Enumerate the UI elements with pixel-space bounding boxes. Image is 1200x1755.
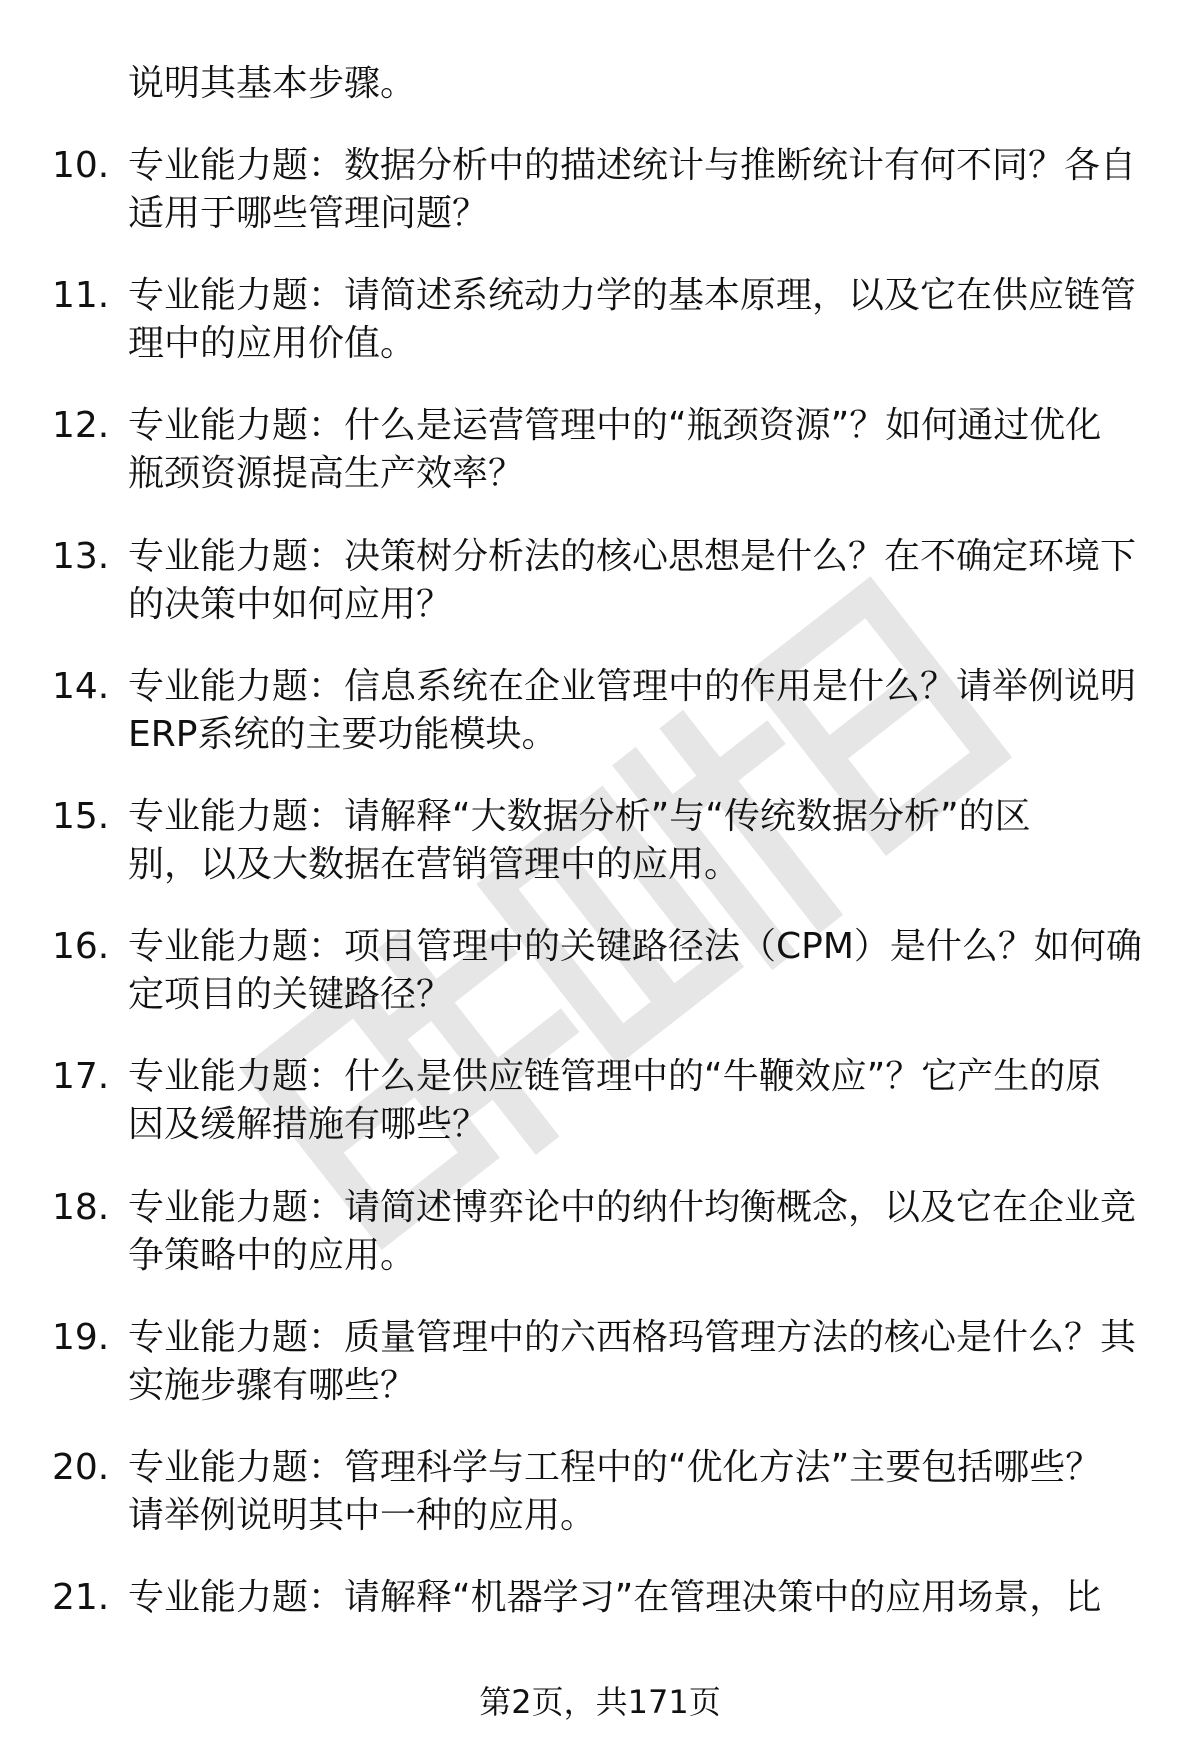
question-text-line: 专业能力题：请简述系统动力学的基本原理，以及它在供应链管 (128, 275, 1137, 317)
question-text-line: 专业能力题：请解释“机器学习”在管理决策中的应用场景，比 (128, 1577, 1102, 1619)
question-number: 21. (52, 1577, 110, 1619)
question-item (0, 663, 1200, 793)
question-text (128, 923, 1148, 1019)
question-item (0, 1184, 1200, 1314)
question-item (0, 1314, 1200, 1444)
question-text-line: 专业能力题：什么是运营管理中的“瓶颈资源”？如何通过优化 (128, 405, 1102, 447)
continuation-line: 说明其基本步骤。 (128, 63, 417, 104)
question-number: 19. (52, 1316, 110, 1358)
question-item (0, 923, 1200, 1053)
question-text (128, 1444, 1148, 1540)
question-number: 17. (52, 1056, 110, 1098)
question-number: 20. (52, 1446, 110, 1488)
question-text-line: 适用于哪些管理问题？ (128, 193, 489, 234)
question-item (0, 793, 1200, 923)
question-text (128, 1184, 1148, 1280)
question-item (0, 402, 1200, 532)
question-text-line: 的决策中如何应用？ (128, 583, 453, 625)
question-text-line: ERP系统的主要功能模块。 (128, 713, 558, 755)
question-number: 15. (52, 795, 110, 837)
question-text-line: 定项目的关键路径？ (128, 974, 453, 1016)
question-text-line: 专业能力题：决策树分析法的核心思想是什么？在不确定环境下 (128, 535, 1137, 577)
question-text-line: 因及缓解措施有哪些？ (128, 1104, 489, 1146)
question-text-line: 专业能力题：管理科学与工程中的“优化方法”主要包括哪些？ (128, 1446, 1102, 1488)
question-text (128, 402, 1148, 498)
question-text-line: 专业能力题：请解释“大数据分析”与“传统数据分析”的区 (128, 795, 1031, 837)
question-text (128, 142, 1148, 238)
question-text-line: 争策略中的应用。 (128, 1234, 417, 1276)
question-text (128, 533, 1148, 629)
question-text (128, 1053, 1148, 1149)
question-text-line: 别，以及大数据在营销管理中的应用。 (128, 843, 741, 885)
question-text-line: 专业能力题：请简述博弈论中的纳什均衡概念，以及它在企业竞 (128, 1186, 1137, 1228)
question-text-line: 专业能力题：质量管理中的六西格玛管理方法的核心是什么？其 (128, 1316, 1137, 1358)
question-text-line: 专业能力题：信息系统在企业管理中的作用是什么？请举例说明 (128, 665, 1137, 707)
question-number: 14. (52, 665, 110, 707)
page-footer: 第2页，共171页 (479, 1683, 721, 1721)
question-item (0, 1053, 1200, 1183)
question-text-line: 专业能力题：数据分析中的描述统计与推断统计有何不同？各自 (128, 145, 1137, 186)
question-number: 10. (52, 145, 110, 186)
question-item (0, 272, 1200, 402)
question-text (128, 1314, 1148, 1410)
question-text (128, 793, 1148, 889)
question-number: 12. (52, 405, 110, 447)
question-number: 11. (52, 275, 110, 317)
question-text-line: 专业能力题：什么是供应链管理中的“牛鞭效应”？它产生的原 (128, 1056, 1102, 1098)
question-text-line: 专业能力题：项目管理中的关键路径法（CPM）是什么？如何确 (128, 926, 1142, 968)
question-text-line: 请举例说明其中一种的应用。 (128, 1494, 597, 1536)
question-item (0, 533, 1200, 663)
question-number: 13. (52, 535, 110, 577)
question-item (0, 142, 1200, 272)
question-text (128, 1574, 1148, 1622)
question-text (128, 663, 1148, 759)
question-text-line: 理中的应用价值。 (128, 323, 417, 365)
question-number: 16. (52, 926, 110, 968)
question-text-line: 瓶颈资源提高生产效率？ (128, 453, 525, 495)
question-item (0, 1444, 1200, 1574)
question-number: 18. (52, 1186, 110, 1228)
question-text-line: 实施步骤有哪些？ (128, 1364, 417, 1406)
question-text (128, 272, 1148, 368)
question-list (0, 142, 1200, 1704)
